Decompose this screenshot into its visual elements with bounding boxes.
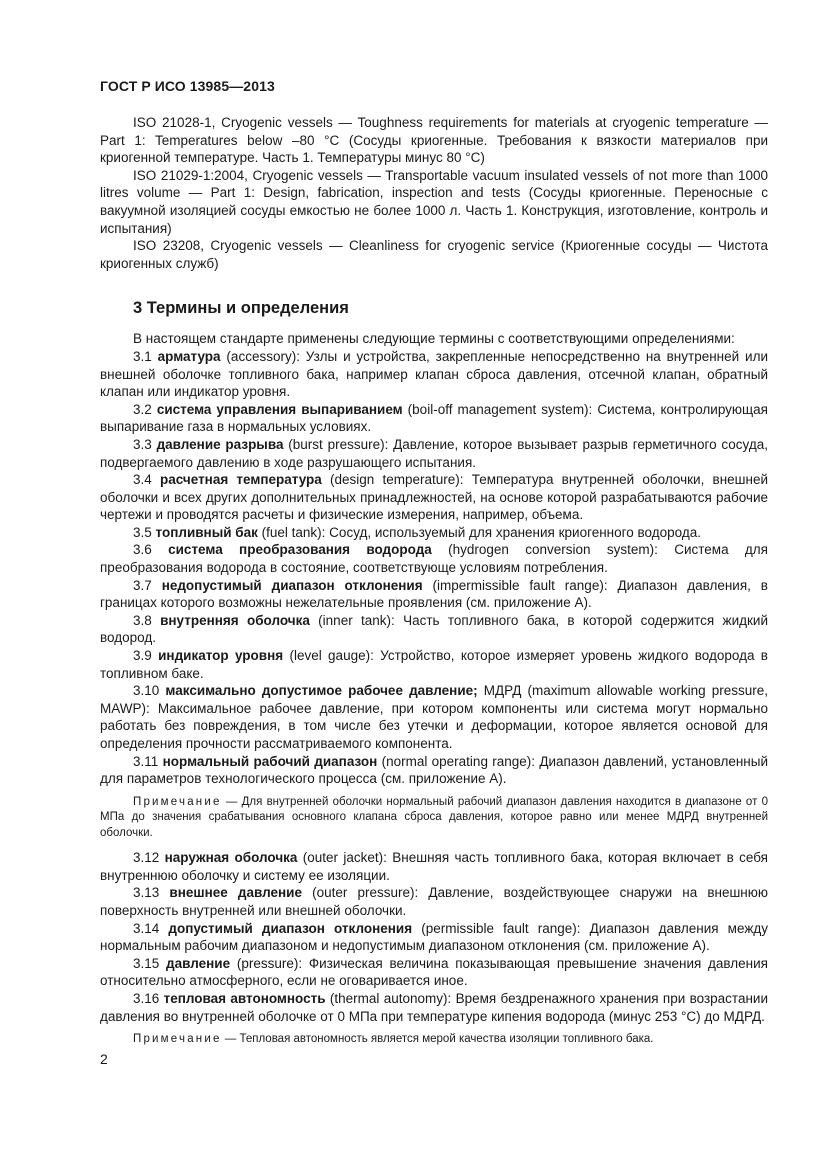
term-name: допустимый диапазон отклонения bbox=[168, 920, 413, 936]
term-definition bbox=[100, 524, 768, 542]
term-text: (pressure): Физическая величина показывающая превышение значения давления относительно атмосферного, если не оговаривается иное. bbox=[100, 955, 768, 989]
term-number: 3.11 bbox=[133, 753, 159, 769]
term-text: (outer jacket): Внешняя часть топливного бака, которая включает в себя внутреннюю оболочку и систему ее изоляции. bbox=[100, 850, 768, 883]
term-number: 3.10 bbox=[133, 683, 160, 699]
term-number: 3.12 bbox=[133, 850, 160, 866]
term-text: (accessory): Узлы и устройства, закрепленные непосредственно на внутренней или внешней оболочке топливного бака, например клапан сброса давления, отсечной клапан, обратный клапан или индикатор уровня. bbox=[100, 348, 768, 400]
note-label: Примечание bbox=[133, 795, 222, 808]
term-number: 3.3 bbox=[133, 436, 152, 452]
note bbox=[100, 1032, 768, 1048]
term-text: (normal operating range): Диапазон давлений, установленный для параметров технологического процесса (см. приложение А). bbox=[100, 753, 768, 787]
note-text: — Для внутренней оболочки нормальный рабочий диапазон давления находится в диапазоне от 0 МПа до значения срабатывания основного клапана сброса давления, которое равно или менее МДРД внутренней оболочки. bbox=[100, 795, 768, 839]
note bbox=[100, 795, 768, 842]
term-name: топливный бак bbox=[155, 524, 258, 540]
term-name: максимально допустимое рабочее давление; bbox=[165, 683, 478, 699]
section-intro: В настоящем стандарте применены следующие термины с соответствующими определениями: bbox=[133, 331, 735, 347]
document-body bbox=[100, 114, 768, 1056]
term-definition bbox=[100, 348, 768, 401]
term-text: (impermissible fault range): Диапазон давления, в границах которого возможны нежелательные проявления (см. приложение А). bbox=[100, 577, 768, 611]
page-number: 2 bbox=[100, 1051, 108, 1067]
term-text: (boil-off management system): Система, контролирующая выпаривание газа в нормальных условиях. bbox=[100, 401, 768, 435]
term-definition bbox=[100, 990, 768, 1025]
term-name: арматура bbox=[157, 348, 221, 364]
term-text: (level gauge): Устройство, которое измеряет уровень жидкого водорода в топливном баке. bbox=[100, 648, 768, 681]
term-definition bbox=[100, 541, 768, 576]
term-text: (hydrogen conversion system): Система для преобразования водорода в состояние, соответствующе условиям потребления. bbox=[100, 542, 768, 576]
term-name: тепловая автономность bbox=[163, 991, 326, 1007]
term-definition bbox=[100, 647, 768, 682]
term-number: 3.7 bbox=[133, 577, 152, 593]
term-name: система преобразования водорода bbox=[168, 542, 432, 558]
term-text: (permissible fault range): Диапазон давления между нормальным рабочим диапазоном и недопустимым диапазоном отклонения (см. приложение А). bbox=[100, 920, 768, 954]
term-name: расчетная температура bbox=[159, 472, 322, 488]
term-name: давление разрыва bbox=[156, 436, 284, 452]
term-text: (thermal autonomy): Время бездренажного хранения при возрастании давления во внутренней оболочке от 0 МПа при температуре кипения водорода (минус 253 °С) до МДРД. bbox=[100, 991, 768, 1024]
term-number: 3.4 bbox=[133, 472, 152, 488]
term-name: недопустимый диапазон отклонения bbox=[161, 577, 423, 593]
reference-item: ISO 21028-1, Cryogenic vessels — Toughness requirements for materials at cryogenic temperature — Part 1: Temperatures below –80 °C (Сосуды криогенные. Требования к вязкости материалов при криогенной температуре. Часть 1. Температуры минус 80 °C) bbox=[100, 115, 768, 166]
term-definition bbox=[100, 577, 768, 612]
term-definition bbox=[100, 955, 768, 990]
term-text: (outer pressure): Давление, воздействующее снаружи на внешнюю поверхность внутренней или внешней оболочки. bbox=[100, 885, 768, 919]
term-name: наружная оболочка bbox=[164, 850, 298, 866]
term-text: (burst pressure): Давление, которое вызывает разрыв герметичного сосуда, подвергаемого давлению в ходе разрушающего испытания. bbox=[100, 436, 768, 470]
term-number: 3.13 bbox=[133, 885, 160, 901]
term-definition bbox=[100, 401, 768, 436]
term-number: 3.9 bbox=[133, 648, 152, 664]
term-definition bbox=[100, 682, 768, 752]
note-text: — Тепловая автономность является мерой качества изоляции топливного бака. bbox=[221, 1033, 654, 1046]
term-name: внутренняя оболочка bbox=[160, 612, 310, 628]
term-name: индикатор уровня bbox=[158, 648, 284, 664]
term-number: 3.15 bbox=[133, 955, 160, 971]
term-number: 3.14 bbox=[133, 920, 160, 936]
reference-item: ISO 21029-1:2004, Cryogenic vessels — Transportable vacuum insulated vessels of not more than 1000 litres volume — Part 1: Design, fabrication, inspection and tests (Сосуды криогенные. Переносные с вакуумной изоляцией сосуды емкостью не более 1000 л. Часть 1. Конструкция, изготовление, контроль и испытания) bbox=[100, 167, 768, 236]
term-definition bbox=[100, 436, 768, 471]
section-title: 3 Термины и определения bbox=[133, 299, 349, 318]
term-number: 3.6 bbox=[133, 542, 152, 558]
term-text: (fuel tank): Сосуд, используемый для хранения криогенного водорода. bbox=[257, 524, 701, 540]
reference-item: ISO 23208, Cryogenic vessels — Cleanliness for cryogenic service (Криогенные сосуды — Чистота криогенных служб) bbox=[100, 238, 768, 271]
term-number: 3.5 bbox=[133, 524, 152, 540]
term-name: давление bbox=[166, 955, 231, 971]
term-name: внешнее давление bbox=[169, 885, 302, 901]
document-header: ГОСТ Р ИСО 13985—2013 bbox=[100, 78, 275, 94]
term-name: система управления выпариванием bbox=[156, 401, 403, 417]
term-number: 3.1 bbox=[133, 348, 152, 364]
term-name: нормальный рабочий диапазон bbox=[162, 753, 378, 769]
term-definition bbox=[100, 849, 768, 884]
term-definition bbox=[100, 612, 768, 647]
term-text: (design temperature): Температура внутренней оболочки, внешней оболочки и всех других дополнительных принадлежностей, на основе которой разрабатываются рабочие чертежи и проводятся расчеты и физические измерения, например, объема. bbox=[100, 472, 768, 523]
term-definition bbox=[100, 471, 768, 524]
term-definition bbox=[100, 884, 768, 919]
note-label: Примечание bbox=[133, 1033, 222, 1046]
term-number: 3.16 bbox=[133, 991, 160, 1007]
term-text: (inner tank): Часть топливного бака, в которой содержится жидкий водород. bbox=[100, 612, 768, 646]
term-number: 3.2 bbox=[133, 401, 152, 417]
term-number: 3.8 bbox=[133, 612, 152, 628]
term-text: МДРД (maximum allowable working pressure, MAWP): Максимальное рабочее давление, при котором компоненты или система могут нормально работать без повреждения, в том числе без утечки и деформации, которое является основой для определения прочности рассматриваемого компонента. bbox=[100, 683, 768, 751]
term-definition bbox=[100, 753, 768, 788]
term-definition bbox=[100, 920, 768, 955]
